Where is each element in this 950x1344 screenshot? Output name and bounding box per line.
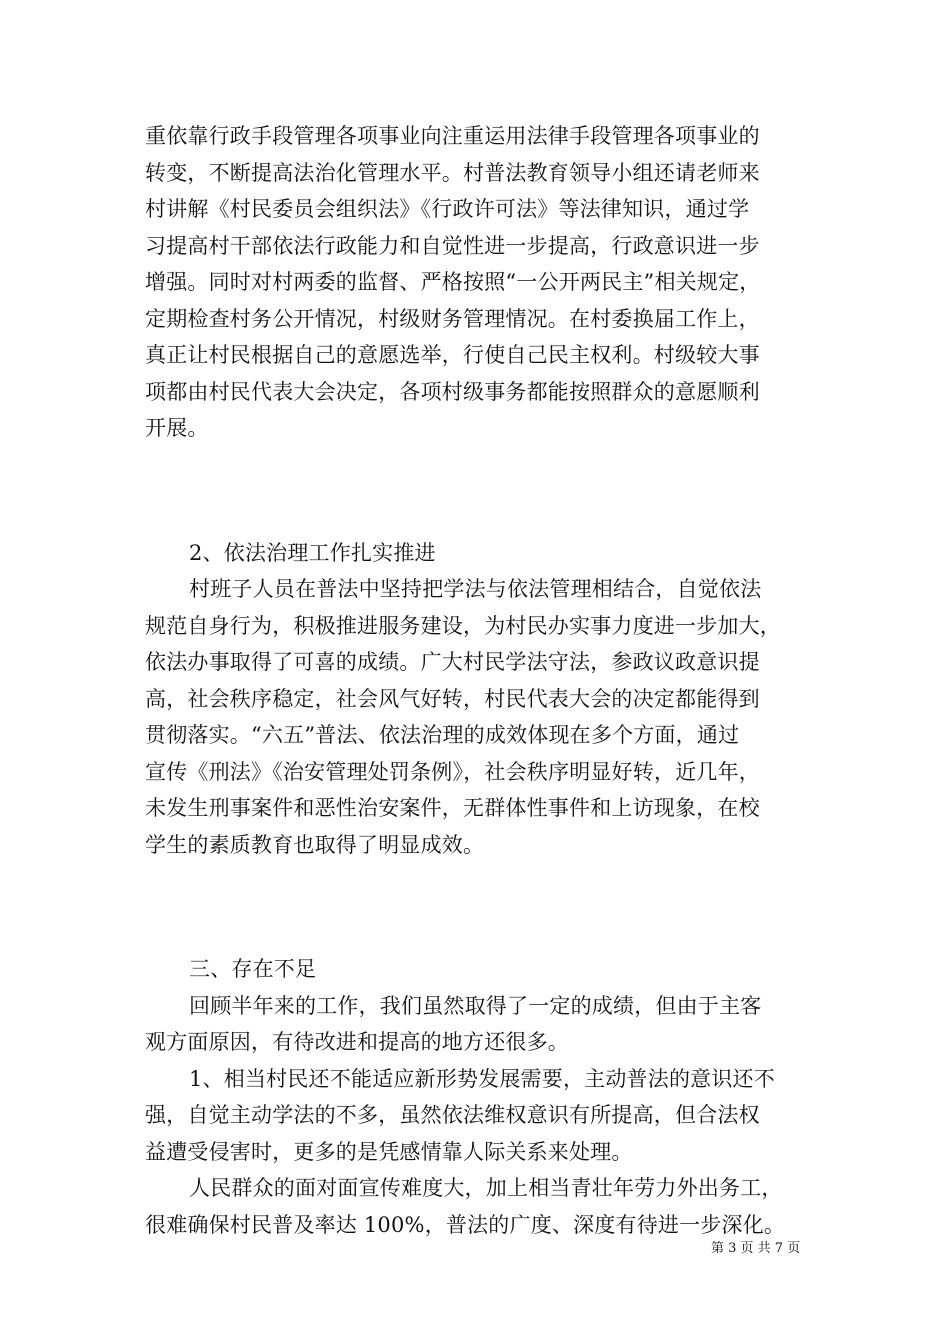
paragraph-line: 宣传《刑法》《治安管理处罚条例》，社会秩序明显好转，近几年， (145, 759, 760, 784)
paragraph-line: 增强。同时对村两委的监督、严格按照“一公开两民主”相关规定， (145, 270, 761, 294)
paragraph-line: 习提高村干部依法行政能力和自觉性进一步提高，行政意识进一步 (145, 233, 760, 258)
section-heading: 2、依法治理工作扎实推进 (189, 540, 436, 565)
paragraph-line: 1、相当村民还不能适应新形势发展需要，主动普法的意识还不 (189, 1066, 775, 1091)
paragraph-line: 依法办事取得了可喜的成绩。广大村民学法守法，参政议政意识提 (145, 650, 760, 674)
paragraph-line: 规范自身行为，积极推进服务建设，为村民办实事力度进一步加大， (145, 613, 781, 638)
paragraph-line: 转变，不断提高法治化管理水平。村普法教育领导小组还请老师来 (145, 160, 760, 185)
paragraph-line: 项都由村民代表大会决定，各项村级事务都能按照群众的意愿顺利 (145, 379, 760, 404)
paragraph-line: 真正让村民根据自己的意愿选举，行使自己民主权利。村级较大事 (145, 343, 760, 367)
paragraph-line: 重依靠行政手段管理各项事业向注重运用法律手段管理各项事业的 (145, 124, 760, 148)
paragraph-line: 强，自觉主动学法的不多，虽然依法维权意识有所提高，但合法权 (145, 1103, 760, 1127)
paragraph-line: 定期检查村务公开情况，村级财务管理情况。在村委换届工作上， (145, 306, 760, 331)
paragraph-line: 学生的素质教育也取得了明显成效。 (145, 832, 485, 857)
paragraph-line: 开展。 (145, 416, 209, 440)
paragraph-line: 贯彻落实。“六五”普法、依法治理的成效体现在多个方面，通过 (145, 723, 740, 747)
paragraph-line: 观方面原因，有待改进和提高的地方还很多。 (145, 1030, 569, 1054)
page-number-footer: 第 3 页 共 7 页 (711, 1241, 801, 1256)
paragraph-line: 人民群众的面对面宣传难度大，加上相当青壮年劳力外出务工， (189, 1176, 783, 1200)
section-spacer (145, 863, 815, 951)
paragraph-line: 村讲解《村民委员会组织法》《行政许可法》等法律知识，通过学 (145, 197, 750, 221)
paragraph-line: 很难确保村民普及率达 100%，普法的广度、深度有待进一步深化。 (145, 1212, 786, 1237)
paragraph-line: 回顾半年来的工作，我们虽然取得了一定的成绩，但由于主客 (189, 993, 762, 1018)
paragraph-line: 村班子人员在普法中坚持把学法与依法管理相结合，自觉依法 (189, 577, 762, 601)
paragraph-line: 未发生刑事案件和恶性治安案件，无群体性事件和上访现象，在校 (145, 796, 760, 820)
section-heading: 三、存在不足 (189, 957, 317, 981)
section-spacer (145, 447, 815, 535)
paragraph-line: 益遭受侵害时，更多的是凭感情靠人际关系来处理。 (145, 1139, 633, 1164)
document-body (145, 118, 815, 1243)
paragraph-line: 高，社会秩序稳定，社会风气好转，村民代表大会的决定都能得到 (145, 686, 760, 711)
